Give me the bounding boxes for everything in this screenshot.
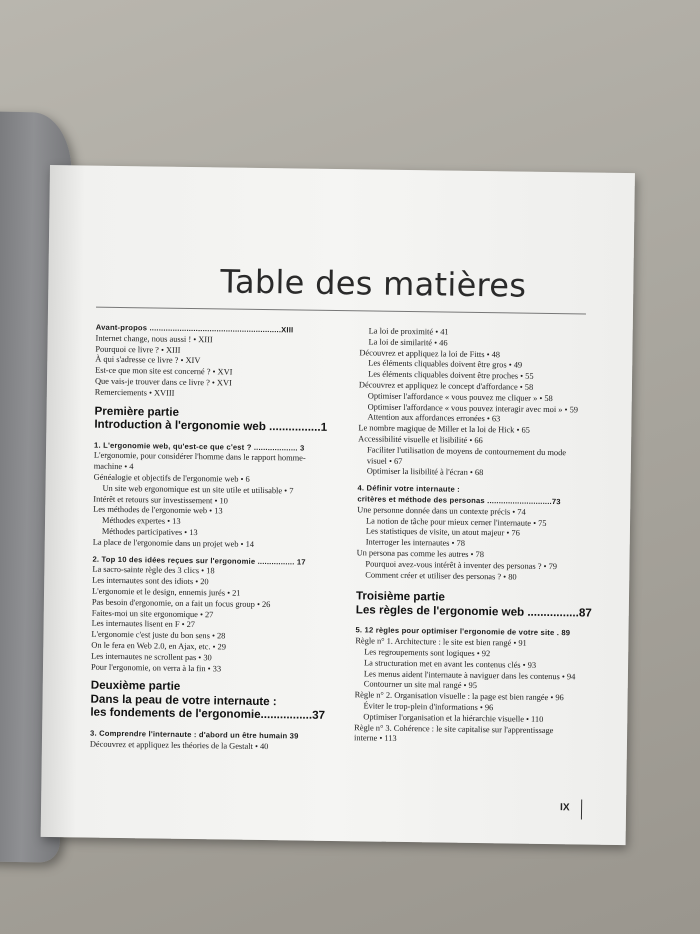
toc-entry: L'ergonomie et le design, ennemis jurés • 21 — [91, 586, 241, 598]
toc-entry: Que vais-je trouver dans ce livre ? • XVI — [94, 376, 232, 388]
toc-entry: Une personne donnée dans un contexte précis • 74 — [357, 505, 526, 517]
part-heading: Introduction à l'ergonomie web ................1 — [94, 417, 328, 434]
toc-entry: Règle n° 1. Architecture : le site est bien rangé • 91 — [355, 636, 527, 648]
toc-entry: La structuration met en avant les contenus clés • 93 — [364, 658, 537, 670]
toc-entry: Est-ce que mon site est concerné ? • XVI — [95, 365, 233, 377]
toc-entry: À qui s'adresse ce livre ? • XIV — [95, 355, 201, 366]
folio-rule — [581, 799, 582, 819]
chapter-heading: 3. Comprendre l'internaute : d'abord un être humain 39 — [90, 728, 299, 741]
page-number: IX — [559, 802, 570, 814]
toc-entry: Méthodes participatives • 13 — [101, 526, 198, 538]
toc-entry: La loi de proximité • 41 — [368, 326, 449, 337]
toc-entry: La loi de similarité • 46 — [368, 337, 448, 348]
toc-entry: Découvrez et appliquez les théories de la Gestalt • 40 — [89, 739, 269, 751]
toc-entry: Optimiser la lisibilité à l'écran • 68 — [366, 466, 484, 478]
book-page — [41, 165, 635, 845]
toc-entry: La place de l'ergonomie dans un projet web • 14 — [92, 537, 255, 549]
toc-entry: Découvrez et appliquez le concept d'affordance • 58 — [358, 380, 534, 392]
toc-entry: Accessibilité visuelle et lisibilité • 66 — [358, 434, 483, 446]
toc-entry: Optimiser l'organisation et la hiérarchie visuelle • 110 — [363, 712, 544, 724]
page-title: Table des matières — [220, 262, 527, 305]
toc-entry: Généalogie et objectifs de l'ergonomie web • 6 — [93, 472, 250, 484]
toc-entry: Les regroupements sont logiques • 92 — [364, 647, 491, 659]
toc-entry: Les éléments cliquables doivent être proches • 55 — [368, 369, 534, 381]
toc-entry: Faites-moi un site ergonomique • 27 — [91, 608, 214, 619]
chapter-heading: 2. Top 10 des idées reçues sur l'ergonomie ................ 17 — [92, 554, 306, 567]
chapter-heading: Avant-propos .........................................................XIII — [95, 322, 294, 335]
toc-entry: Optimiser l'affordance « vous pouvez interagir avec moi » • 59 — [367, 402, 579, 414]
part-heading: Deuxième partie — [90, 678, 181, 694]
toc-entry: Un site web ergonomique est un site utile et utilisable • 7 — [102, 483, 294, 496]
toc-entry: Les méthodes de l'ergonomie web • 13 — [93, 504, 223, 516]
toc-entry: Le nombre magique de Miller et la loi de Hick • 65 — [358, 423, 530, 435]
part-heading: Dans la peau de votre internaute : — [90, 692, 277, 709]
toc-entry: La sacro-sainte règle des 3 clics • 18 — [92, 564, 215, 576]
toc-entry: Un persona pas comme les autres • 78 — [356, 548, 485, 560]
toc-entry: Les internautes lisent en F • 27 — [91, 618, 196, 630]
toc-entry: Faciliter l'utilisation de moyens de contournement du mode — [366, 445, 567, 457]
part-heading: les fondements de l'ergonomie................37 — [90, 705, 326, 723]
title-rule — [96, 307, 586, 315]
toc-entry: Attention aux affordances erronées • 63 — [367, 412, 501, 424]
toc-entry: machine • 4 — [93, 461, 134, 472]
toc-entry: Interroger les internautes • 78 — [365, 537, 466, 548]
toc-entry: Les internautes ne scrollent pas • 30 — [91, 651, 212, 663]
toc-entry: Les menus aident l'internaute à naviguer dans les contenus • 94 — [363, 668, 576, 681]
toc-entry: visuel • 67 — [366, 456, 403, 466]
toc-entry: Intérêt et retours sur investissement • 10 — [93, 494, 228, 506]
toc-entry: Éviter le trop-plein d'informations • 96 — [363, 701, 494, 713]
toc-right-column — [354, 326, 590, 747]
toc-entry: Pourquoi ce livre ? • XIII — [95, 344, 181, 355]
toc-entry: La notion de tâche pour mieux cerner l'internaute • 75 — [366, 515, 547, 528]
toc-entry: Remerciements • XVIII — [94, 387, 175, 398]
toc-entry: L'ergonomie, pour considérer l'homme dans le rapport homme- — [93, 451, 306, 463]
part-heading: Première partie — [94, 404, 180, 419]
toc-entry: Les éléments cliquables doivent être gros • 49 — [368, 358, 523, 371]
part-heading: Les règles de l'ergonomie web ................87 — [355, 603, 592, 620]
toc-entry: Pas besoin d'ergonomie, on a fait un focus group • 26 — [91, 597, 271, 609]
toc-entry: Les statistiques de visite, un atout majeur • 76 — [365, 526, 520, 538]
toc-entry: Pourquoi avez-vous intérêt à inventer des personas ? • 79 — [365, 559, 558, 571]
toc-entry: On le fera en Web 2.0, en Ajax, etc. • 29 — [91, 640, 227, 652]
toc-entry: Comment créer et utiliser des personas ? • 80 — [365, 569, 517, 582]
chapter-heading: 1. L'ergonomie web, qu'est-ce que c'est ? ................... 3 — [94, 440, 305, 453]
chapter-heading: 5. 12 règles pour optimiser l'ergonomie de votre site . 89 — [355, 625, 571, 638]
toc-entry: Méthodes expertes • 13 — [101, 515, 181, 527]
toc-entry: L'ergonomie c'est juste du bon sens • 28 — [91, 629, 226, 641]
toc-left-column — [90, 323, 326, 754]
toc-entry: Internet change, nous aussi ! • XIII — [95, 333, 213, 345]
toc-entry: Contourner un site mal rangé • 95 — [363, 679, 478, 691]
toc-entry: Règle n° 3. Cohérence : le site capitalise sur l'apprentissage — [354, 722, 554, 735]
chapter-heading: critères et méthode des personas ............................73 — [357, 494, 561, 507]
toc-entry: Règle n° 2. Organisation visuelle : la page est bien rangée • 96 — [354, 690, 564, 703]
toc-entry: Optimiser l'affordance « vous pouvez me cliquer » • 58 — [367, 391, 553, 403]
toc-entry: interne • 113 — [353, 733, 397, 744]
part-heading: Troisième partie — [355, 589, 446, 604]
toc-entry: Pour l'ergonomie, on verra à la fin • 33 — [90, 662, 222, 673]
chapter-heading: 4. Définir votre internaute : — [357, 483, 461, 494]
toc-entry: Les internautes sont des idiots • 20 — [92, 575, 209, 587]
toc-entry: Découvrez et appliquez la loi de Fitts • 48 — [359, 347, 501, 359]
